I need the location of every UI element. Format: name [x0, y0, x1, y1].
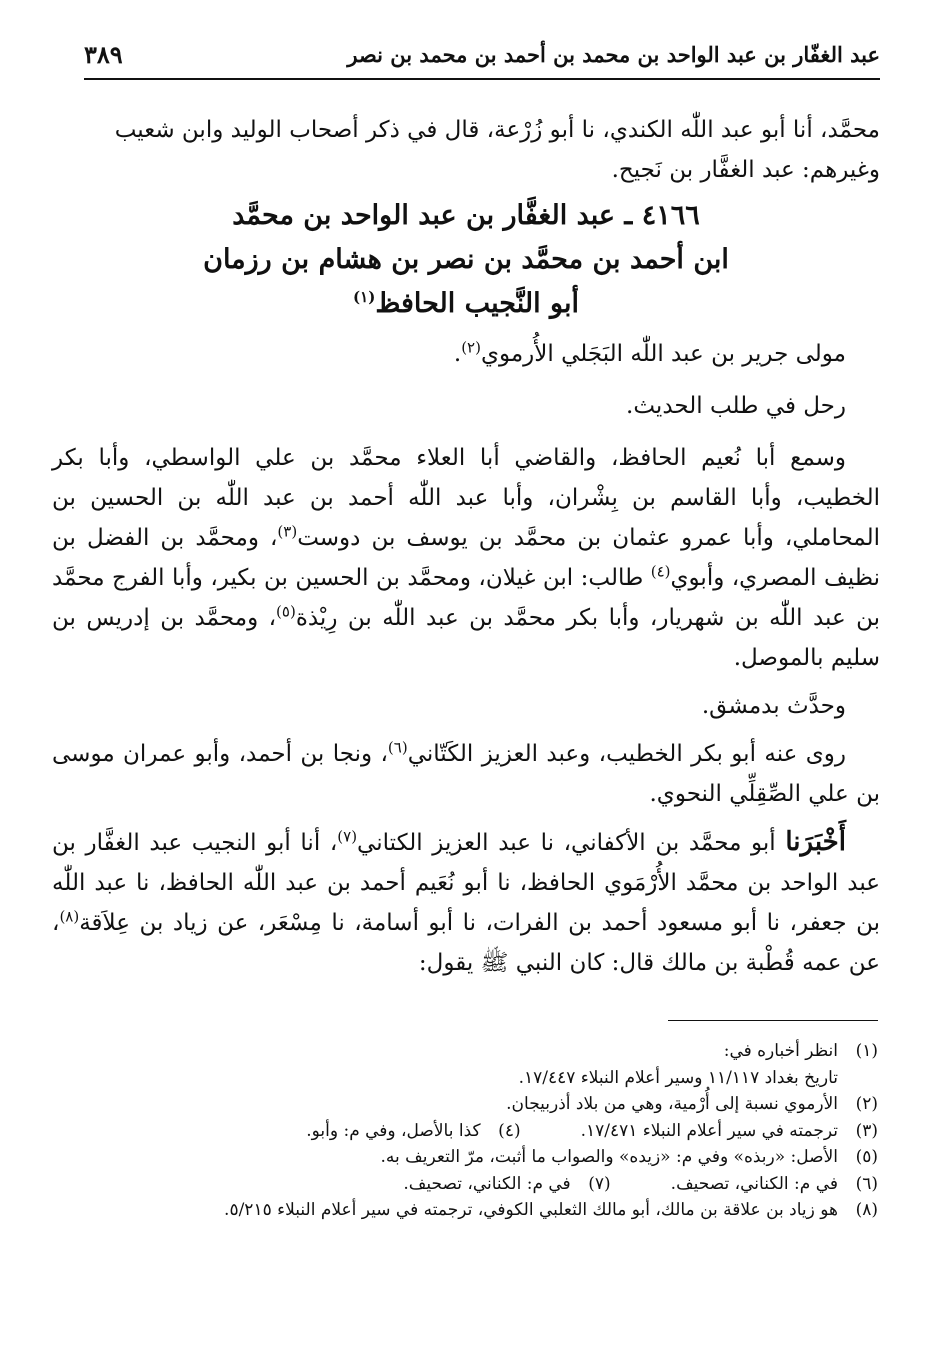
heading-line-1: ٤١٦٦ ـ عبد الغفَّار بن عبد الواحد بن محمَّد [232, 200, 700, 231]
footnote-1-text: انظر أخباره في: [723, 1041, 838, 1061]
rahal-paragraph: رحل في طلب الحديث. [626, 393, 846, 419]
samia-text-4: ، ومحمَّد بن إدريس بن سليم بالموصل. [52, 605, 880, 671]
footnote-row-6-7 [120, 1171, 878, 1198]
samia-paragraph [52, 438, 880, 678]
footnote-7-text: في م: الكناني، تصحيف. [403, 1173, 571, 1194]
rawa-paragraph [52, 734, 880, 814]
samia-text-1: وسمع أبا نُعيم الحافظ، والقاضي أبا العلاء محمَّد بن علي الواسطي، وأبا بكر الخطيب، وأبا القاسم بن بِشْران، وأبا عبد اللّٰه أحمد بن عبد اللّٰه بن الحسين بن المحاملي، وأبا عمرو عثمان بن محمَّد بن يوسف بن دوست [52, 445, 880, 551]
footnotes [120, 1038, 878, 1224]
heading-line-3: أبو النَّجيب الحافظ [375, 288, 579, 319]
footnote-5 [120, 1144, 878, 1171]
footnote-divider [668, 1020, 878, 1021]
footnote-2-text: الأرموي نسبة إلى أُرْمية، وهي من بلاد أذربيجان. [506, 1094, 838, 1114]
footnote-3-number: (٣) [855, 1120, 878, 1141]
footnote-3 [581, 1118, 878, 1145]
footnote-3-text: ترجمته في سير أعلام النبلاء ١٧/٤٧١. [580, 1120, 838, 1141]
rawa-text-2: ، ونجا بن أحمد، وأبو عمران موسى بن علي الصِّقِلِّي النحوي. [52, 741, 880, 807]
footnote-7-number: (٧) [588, 1173, 611, 1194]
footnote-ref-5: (٥) [276, 602, 296, 621]
footnote-6-number: (٦) [855, 1173, 878, 1194]
heading-line-3-wrap [52, 282, 880, 326]
footnote-5-text: الأصل: «ربذه» وفي م: «زيده» والصواب ما أثبت، مرّ التعريف به. [380, 1147, 838, 1167]
footnote-1-continuation: تاريخ بغداد ١١/١١٧ وسير أعلام النبلاء ١٧/٤٤٧. [518, 1067, 838, 1088]
heading-line-2: ابن أحمد بن محمَّد بن نصر بن هشام بن رزمان [203, 244, 729, 275]
footnote-row-3-4 [120, 1118, 878, 1145]
footnote-8-number: (٨) [855, 1200, 878, 1220]
footnote-6 [671, 1171, 878, 1198]
samia-text-2: ، ومحمَّد بن الفضل بن نظيف المصري، وأبوي [52, 525, 880, 591]
footnote-2-number: (٢) [855, 1094, 878, 1114]
footnote-4-number: (٤) [498, 1120, 521, 1141]
akh-text-1: أبو محمَّد بن الأكفاني، نا عبد العزيز الكتاني [357, 830, 786, 856]
mawla-paragraph [52, 334, 880, 374]
footnote-8-text: هو زياد بن علاقة بن مالك، أبو مالك الثعلبي الكوفي، ترجمته في سير أعلام النبلاء ٥/٢١٥. [224, 1200, 838, 1220]
entry-heading [52, 194, 880, 326]
footnote-5-number: (٥) [855, 1147, 878, 1167]
akhbarana-word: أَخْبَرَنا [785, 827, 846, 857]
footnote-1 [120, 1038, 878, 1091]
rawa-text-1: روى عنه أبو بكر الخطيب، وعبد العزيز الكَتّاني [407, 741, 846, 767]
mawla-text: مولى جرير بن عبد اللّٰه البَجَلي الأُرموي [480, 341, 846, 367]
footnote-ref-1: (١) [353, 288, 376, 306]
page-header [84, 38, 880, 80]
footnote-4 [306, 1118, 520, 1145]
intro-paragraph [52, 110, 880, 190]
running-title: عبد الغفّار بن عبد الواحد بن محمد بن أحمد بن محمد بن نصر [347, 42, 880, 67]
footnote-ref-7: (٧) [337, 827, 358, 846]
mawla-end: . [453, 341, 462, 367]
footnote-ref-2: (٢) [461, 338, 481, 357]
haddath-paragraph: وحدَّث بدمشق. [701, 693, 846, 719]
page-number: ٣٨٩ [84, 40, 123, 69]
footnote-ref-6: (٦) [387, 738, 408, 757]
akhbarana-paragraph [52, 822, 880, 983]
intro-line-1: محمَّد، أنا أبو عبد اللّٰه الكندي، نا أبو زُرْعة، قال في ذكر أصحاب الوليد وابن شعيب [114, 117, 880, 143]
footnote-ref-8: (٨) [59, 907, 80, 926]
intro-line-2: وغيرهم: عبد الغفَّار بن نَجيح. [611, 157, 880, 183]
footnote-2 [120, 1091, 878, 1118]
akh-text-2: ، أنا أبو النجيب عبد الغفَّار بن عبد الواحد بن محمَّد الأُرْمَوي الحافظ، نا أبو نُعَيم أحمد بن عبد اللّٰه الحافظ، نا عبد اللّٰه بن جعفر، نا أبو مسعود أحمد بن الفرات، نا أبو أسامة، نا مِسْعَر، عن زياد بن عِلاَقة [52, 830, 880, 936]
footnote-4-text: كذا بالأصل، وفي م: وأبو. [306, 1120, 481, 1141]
footnote-7 [403, 1171, 610, 1198]
footnote-1-number: (١) [855, 1041, 878, 1061]
footnote-ref-3: (٣) [277, 522, 298, 541]
samia-text-3: طالب: ابن غيلان، ومحمَّد بن الحسين بن بكير، وأبا الفرج محمَّد بن عبد اللّٰه بن شهريار، وأبا بكر محمَّد بن عبد اللّٰه بن رِيْذة [52, 565, 881, 631]
main-text [52, 334, 880, 983]
footnote-8 [120, 1197, 878, 1224]
footnote-ref-4: (٤) [650, 562, 671, 581]
footnote-6-text: في م: الكناني، تصحيف. [670, 1173, 838, 1194]
akh-text-3: ، عن عمه قُطْبة بن مالك قال: كان النبي ﷺ يقول: [52, 910, 880, 976]
